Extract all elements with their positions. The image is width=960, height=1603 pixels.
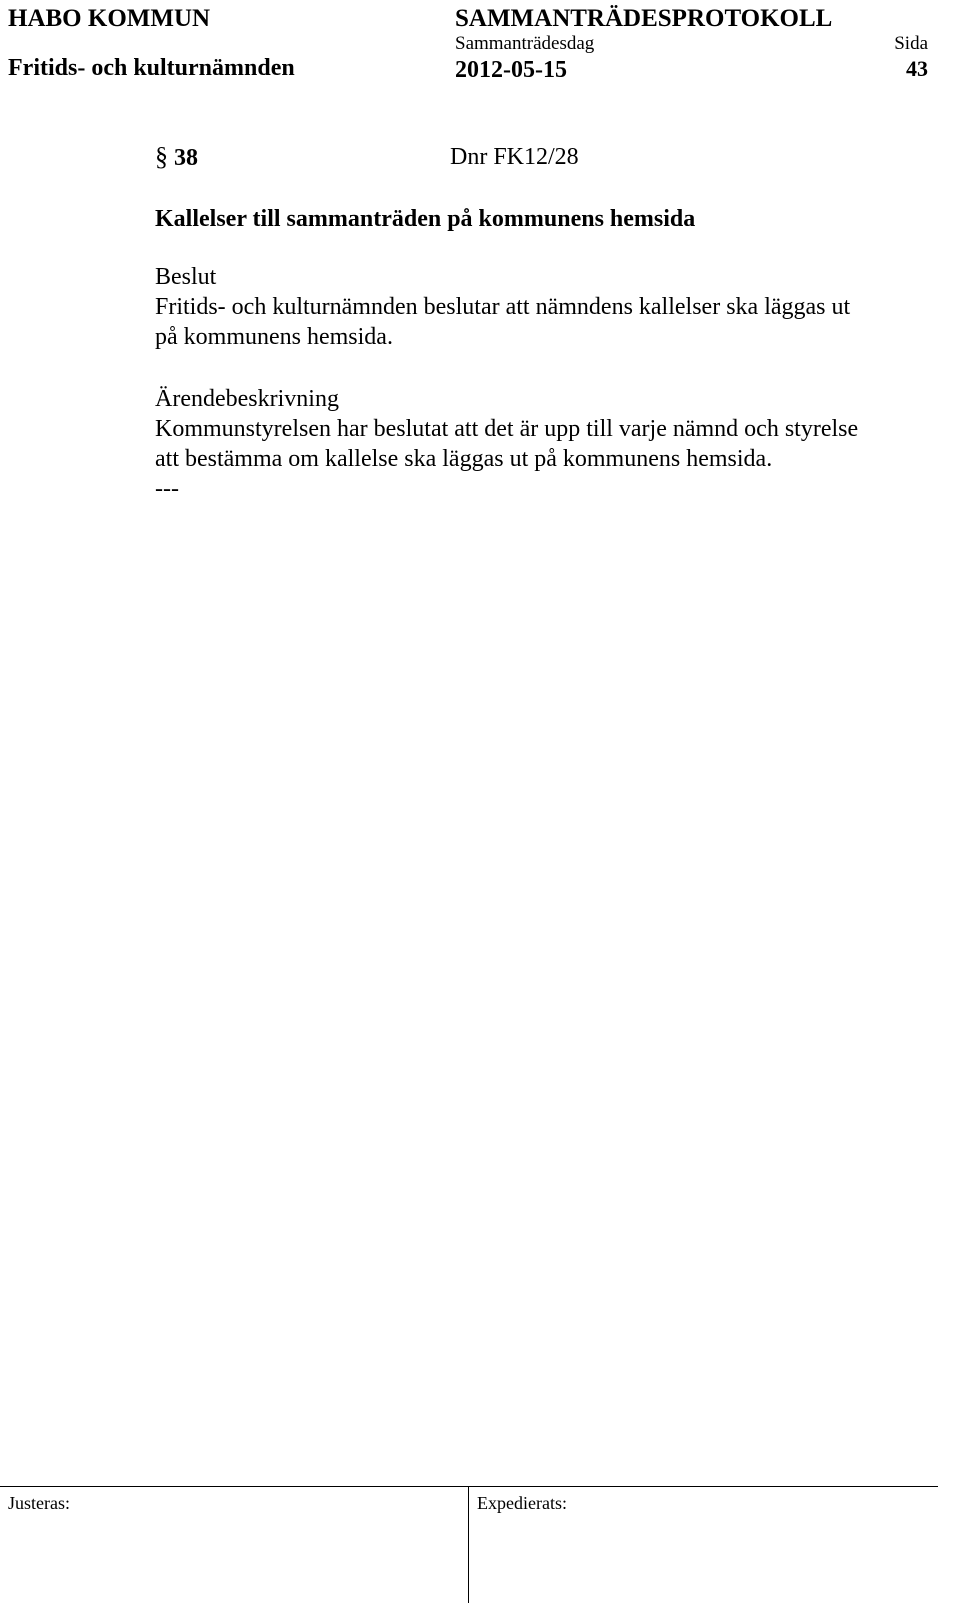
end-marker: --- — [155, 476, 179, 502]
case-number: Dnr FK12/28 — [450, 144, 579, 170]
meeting-date: 2012-05-15 — [455, 57, 567, 83]
description-text: Kommunstyrelsen har beslutat att det är upp till varje nämnd och styrelse att bestämma om kallelse ska läggas ut på kommunens hemsida. — [155, 416, 859, 472]
paragraph-sign: § — [155, 142, 168, 171]
footer-divider — [468, 1486, 469, 1603]
adjusted-label: Justeras: — [8, 1493, 70, 1513]
organization-name: HABO KOMMUN — [8, 5, 211, 32]
decision-heading: Beslut — [155, 264, 217, 290]
paragraph-number: 38 — [174, 145, 198, 171]
committee-name: Fritids- och kulturnämnden — [8, 55, 295, 81]
description-heading: Ärendebeskrivning — [155, 386, 339, 412]
page-number: 43 — [906, 56, 928, 81]
paragraph-heading — [155, 144, 198, 170]
item-content — [155, 204, 875, 504]
document-type: SAMMANTRÄDESPROTOKOLL — [455, 5, 833, 32]
item-title: Kallelser till sammanträden på kommunens hemsida — [155, 206, 696, 232]
footer-rule — [0, 1486, 938, 1487]
dispatched-label: Expedierats: — [477, 1493, 567, 1513]
page-label: Sida — [894, 33, 928, 54]
meeting-date-label: Sammanträdesdag — [455, 33, 595, 54]
decision-text: Fritids- och kulturnämnden beslutar att nämndens kallelser ska läggas ut på kommunens hemsida. — [155, 294, 851, 350]
section-spacer — [155, 352, 875, 384]
